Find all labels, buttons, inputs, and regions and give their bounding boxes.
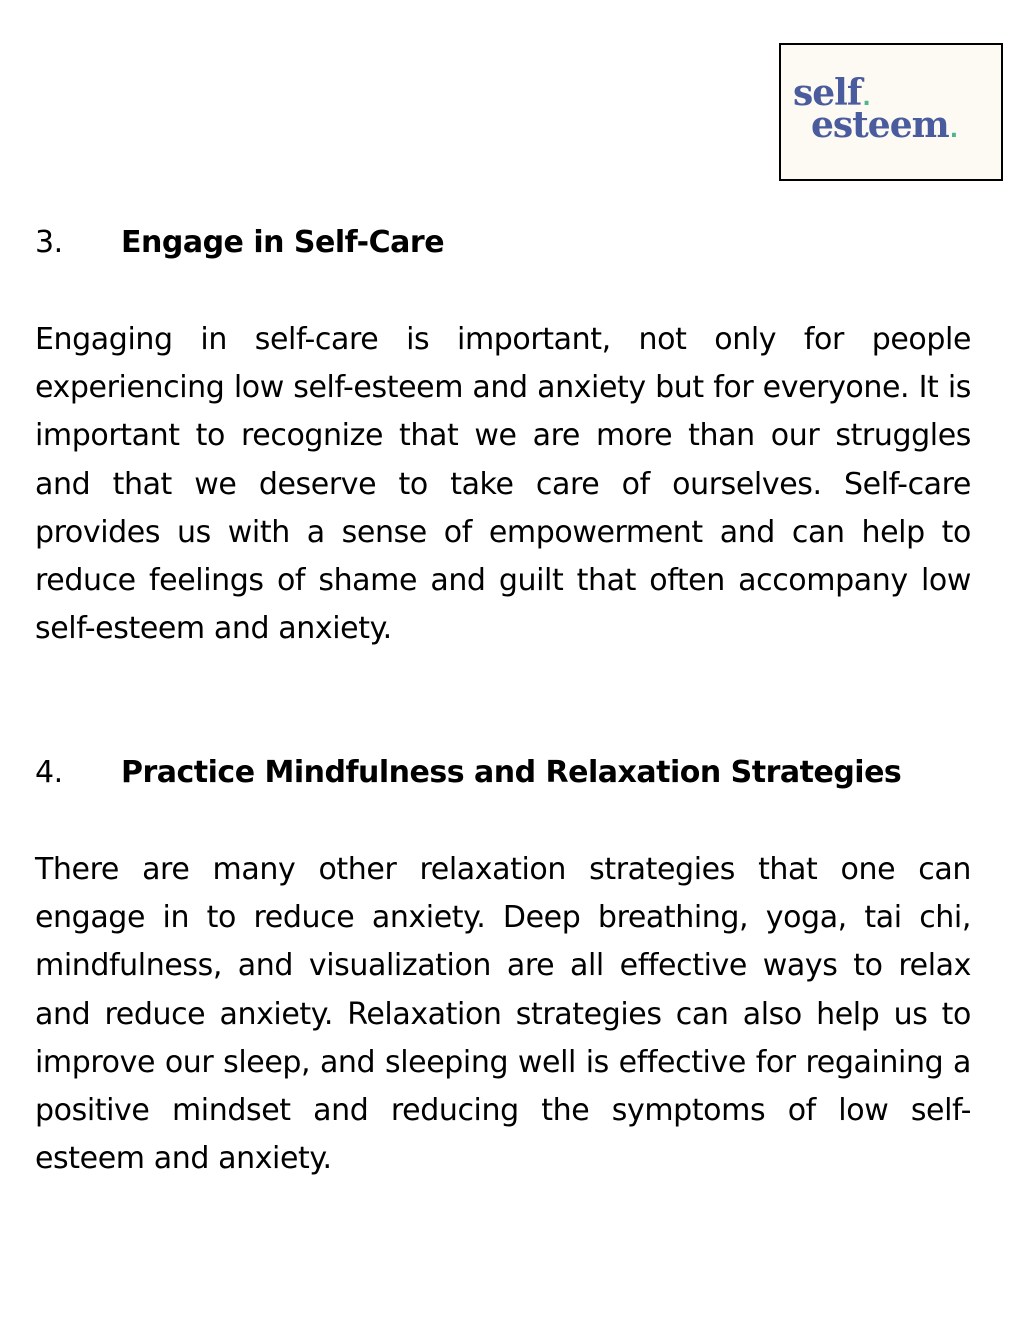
section-3-number: 3. [35, 225, 63, 260]
section-3-title: Engage in Self-Care [121, 225, 445, 260]
logo-line-esteem [811, 104, 958, 146]
section-4-title: Practice Mindfulness and Relaxation Strategies [121, 755, 902, 790]
logo-text-self: self [793, 72, 862, 114]
logo [779, 43, 1003, 181]
section-4-body: There are many other relaxation strategies that one can engage in to reduce anxiety. Deep breathing, yoga, tai chi, mindfulness, and visualization are all effective ways to relax and reduce anxiety. Relaxation strategies can also help us to improve our sleep, and sleeping well is effective for regaining a positive mindset and reducing the symptoms of low self-esteem and anxiety. [35, 852, 971, 1177]
section-4-number: 4. [35, 755, 63, 790]
section-3-heading [35, 225, 445, 260]
logo-dot: . [862, 86, 870, 111]
section-4-heading [35, 755, 902, 790]
section-3-body: Engaging in self-care is important, not only for people experiencing low self-esteem and anxiety but for everyone. It is important to recognize that we are more than our struggles and that we deserve to take care of ourselves. Self-care provides us with a sense of empowerment and can help to reduce feelings of shame and guilt that often accompany low self-esteem and anxiety. [35, 322, 971, 647]
logo-dot: . [949, 118, 958, 143]
logo-text-esteem: esteem [811, 104, 949, 146]
